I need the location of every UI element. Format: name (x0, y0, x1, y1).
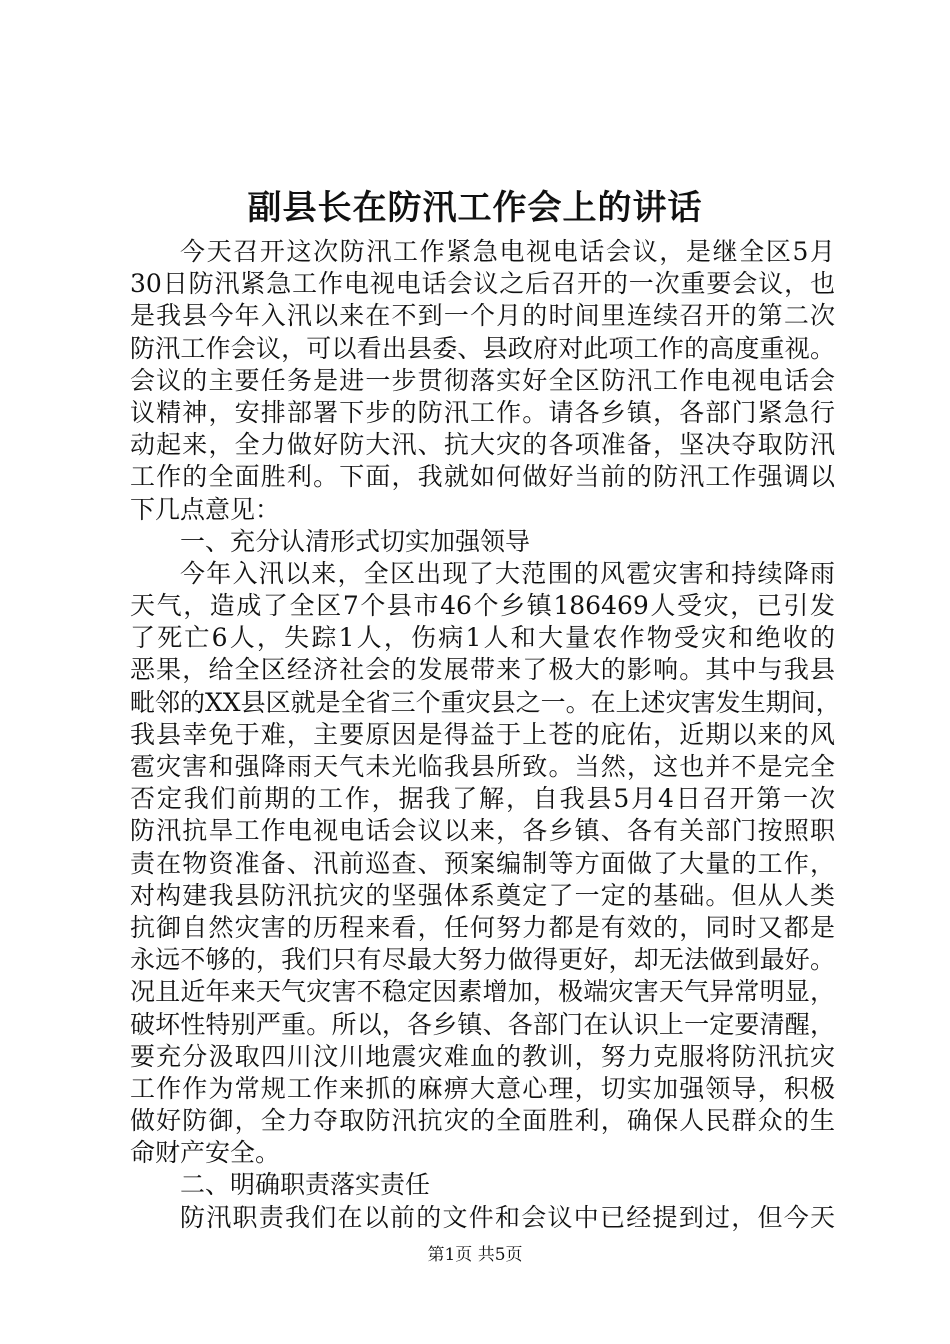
page-footer: 第1页 共5页 (427, 1245, 523, 1265)
body-line: 毗邻的XX县区就是全省三个重灾县之一。在上述灾害发生期间， (130, 687, 841, 717)
body-line: 雹灾害和强降雨天气未光临我县所致。当然，这也并不是完全 (130, 752, 835, 781)
body-line: 况且近年来天气灾害不稳定因素增加，极端灾害天气异常明显， (130, 977, 835, 1007)
body-line: 了死亡6人，失踪1人，伤病1人和大量农作物受灾和绝收的 (130, 623, 835, 653)
body-line: 今年入汛以来，全区出现了大范围的风雹灾害和持续降雨 (180, 558, 835, 588)
document-body (130, 236, 841, 1234)
body-line: 我县幸免于难，主要原因是得益于上苍的庇佑，近期以来的风 (130, 719, 835, 749)
body-line: 永远不够的，我们只有尽最大努力做得更好，却无法做到最好。 (130, 945, 835, 975)
body-line: 否定我们前期的工作，据我了解，自我县5月4日召开第一次 (130, 784, 835, 814)
body-line: 做好防御，全力夺取防汛抗灾的全面胜利，确保人民群众的生 (130, 1106, 835, 1136)
body-line: 防汛工作会议，可以看出县委、县政府对此项工作的高度重视。 (130, 333, 835, 363)
body-line: 工作的全面胜利。下面，我就如何做好当前的防汛工作强调以 (130, 462, 835, 492)
body-line: 天气，造成了全区7个县市46个乡镇186469人受灾，已引发 (130, 591, 835, 621)
body-line: 是我县今年入汛以来在不到一个月的时间里连续召开的第二次 (130, 301, 835, 331)
body-line: 工作作为常规工作来抓的麻痹大意心理，切实加强领导，积极 (130, 1073, 835, 1103)
body-line: 会议的主要任务是进一步贯彻落实好全区防汛工作电视电话会 (130, 365, 835, 395)
body-line: 今天召开这次防汛工作紧急电视电话会议，是继全区5月 (180, 237, 835, 266)
body-line: 命财产安全。 (130, 1138, 281, 1168)
body-line: 防汛职责我们在以前的文件和会议中已经提到过，但今天 (180, 1202, 835, 1232)
body-line: 要充分汲取四川汶川地震灾难血的教训，努力克服将防汛抗灾 (130, 1041, 835, 1071)
body-line: 议精神，安排部署下步的防汛工作。请各乡镇，各部门紧急行 (130, 397, 835, 427)
body-line: 动起来，全力做好防大汛、抗大灾的各项准备，坚决夺取防汛 (130, 430, 835, 460)
section-heading: 二、明确职责落实责任 (180, 1170, 431, 1200)
body-line: 责在物资准备、汛前巡查、预案编制等方面做了大量的工作， (130, 848, 835, 878)
body-line: 抗御自然灾害的历程来看，任何努力都是有效的，同时又都是 (130, 912, 835, 942)
document-title: 副县长在防汛工作会上的讲话 (247, 188, 703, 228)
section-heading: 一、充分认清形式切实加强领导 (180, 526, 531, 556)
body-line: 30日防汛紧急工作电视电话会议之后召开的一次重要会议，也 (130, 269, 835, 299)
body-line: 下几点意见： (130, 494, 281, 524)
body-line: 破坏性特别严重。所以，各乡镇、各部门在认识上一定要清醒， (130, 1009, 835, 1039)
body-line: 恶果，给全区经济社会的发展带来了极大的影响。其中与我县 (130, 655, 835, 685)
body-line: 防汛抗旱工作电视电话会议以来，各乡镇、各有关部门按照职 (130, 816, 835, 846)
body-line: 对构建我县防汛抗灾的坚强体系奠定了一定的基础。但从人类 (130, 880, 835, 910)
